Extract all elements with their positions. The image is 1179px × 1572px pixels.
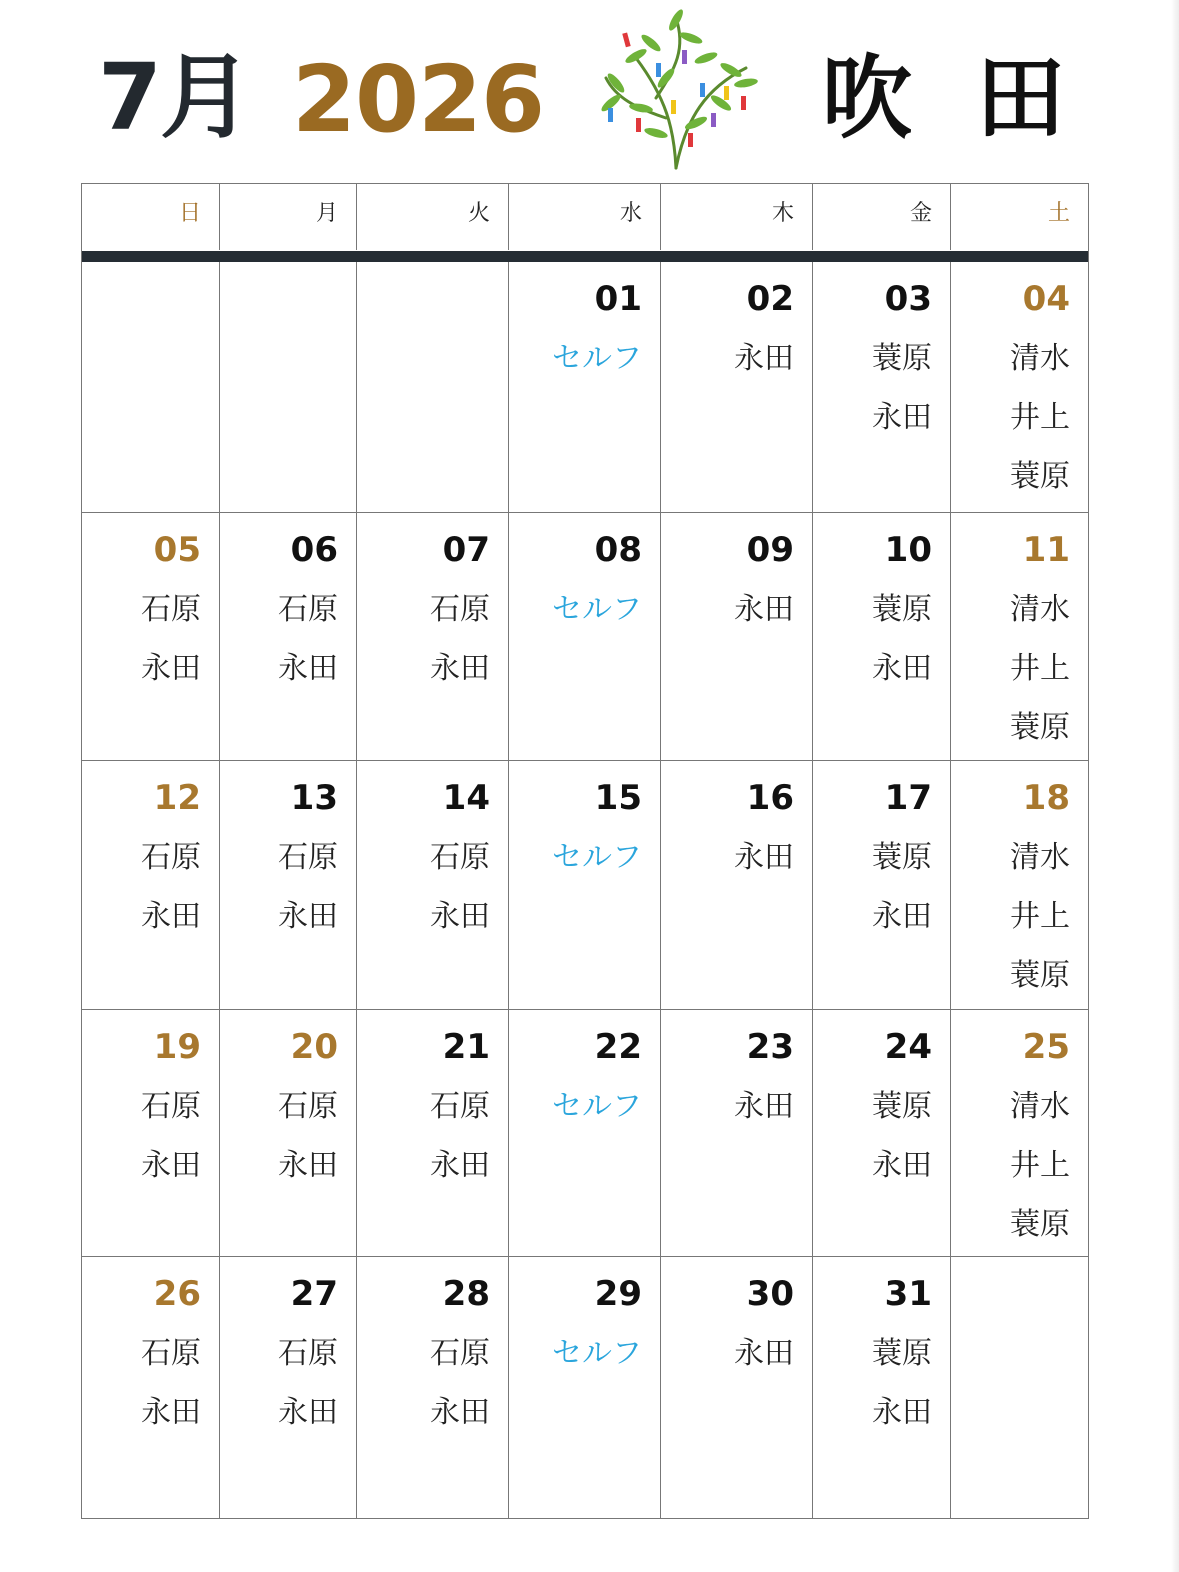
staff-name: 永田: [141, 1395, 201, 1430]
day-number: 29: [594, 1274, 642, 1314]
staff-list: [552, 341, 642, 403]
staff-name: 永田: [872, 1148, 932, 1183]
day-number: 12: [153, 778, 201, 818]
staff-list: [430, 1089, 490, 1210]
day-number: 17: [884, 778, 932, 818]
staff-name: 永田: [278, 899, 338, 934]
day-cell: [813, 761, 951, 1010]
staff-list: [552, 840, 642, 902]
day-cell: [220, 1257, 357, 1518]
staff-name: 井上: [1010, 651, 1070, 686]
title-month: 7月: [98, 44, 251, 151]
staff-name: 石原: [278, 840, 338, 875]
staff-list: [872, 1089, 932, 1210]
staff-name: 永田: [278, 1148, 338, 1183]
staff-name: 永田: [430, 899, 490, 934]
staff-list: [552, 1336, 642, 1398]
staff-name: 永田: [141, 651, 201, 686]
staff-name: 蓑原: [872, 1336, 932, 1371]
day-number: 02: [746, 279, 794, 319]
day-number: 21: [442, 1027, 490, 1067]
staff-name: 石原: [278, 592, 338, 627]
staff-list: [430, 592, 490, 713]
day-cell: [220, 761, 357, 1010]
day-cell: [82, 761, 220, 1010]
day-cell: [813, 1010, 951, 1257]
staff-list: [430, 840, 490, 961]
staff-name: 永田: [141, 899, 201, 934]
weekday-fri: 金: [813, 184, 951, 250]
staff-list: [734, 592, 794, 654]
staff-name: 蓑原: [872, 840, 932, 875]
staff-name: 永田: [734, 341, 794, 376]
staff-name: 永田: [872, 899, 932, 934]
staff-name: 永田: [734, 840, 794, 875]
staff-list: [1010, 840, 1070, 1020]
staff-name: 石原: [141, 840, 201, 875]
staff-name: 石原: [278, 1336, 338, 1371]
day-cell: [357, 761, 509, 1010]
staff-list: [872, 592, 932, 713]
staff-list: [552, 1089, 642, 1151]
weekday-sun: 日: [82, 184, 220, 250]
header-divider-bar: [82, 251, 1088, 262]
day-cell: [951, 761, 1088, 1010]
calendar-grid: [81, 183, 1089, 1519]
title-location: 吹 田: [822, 46, 1082, 151]
day-number: 05: [153, 530, 201, 570]
day-number: 27: [290, 1274, 338, 1314]
day-cell: [661, 1257, 813, 1518]
day-number: 13: [290, 778, 338, 818]
staff-name: 蓑原: [1010, 710, 1070, 745]
day-cell: [509, 761, 661, 1010]
day-number: 01: [594, 279, 642, 319]
self-service-label: セルフ: [552, 1089, 642, 1124]
staff-name: 蓑原: [872, 341, 932, 376]
staff-list: [430, 1336, 490, 1457]
staff-name: 清水: [1010, 341, 1070, 376]
day-cell: [509, 513, 661, 761]
staff-list: [278, 1336, 338, 1457]
day-cell: [509, 1010, 661, 1257]
day-cell: [661, 1010, 813, 1257]
staff-name: 永田: [141, 1148, 201, 1183]
day-number: 10: [884, 530, 932, 570]
staff-name: 蓑原: [872, 1089, 932, 1124]
day-cell: [82, 1257, 220, 1518]
tanabata-bamboo-icon: [596, 8, 768, 173]
day-number: 31: [884, 1274, 932, 1314]
staff-list: [141, 1336, 201, 1457]
staff-list: [278, 840, 338, 961]
weekday-header-row: [82, 184, 1088, 250]
day-number: 11: [1022, 530, 1070, 570]
day-cell: [357, 513, 509, 761]
staff-name: 永田: [430, 651, 490, 686]
staff-name: 石原: [430, 592, 490, 627]
calendar-header: [0, 0, 1179, 180]
staff-name: 石原: [430, 840, 490, 875]
day-cell: [951, 262, 1088, 513]
day-number: 26: [153, 1274, 201, 1314]
day-number: 09: [746, 530, 794, 570]
day-number: 25: [1022, 1027, 1070, 1067]
day-cell: [82, 1010, 220, 1257]
staff-name: 清水: [1010, 840, 1070, 875]
empty-day-cell: [357, 262, 509, 513]
day-number: 07: [442, 530, 490, 570]
staff-list: [734, 1089, 794, 1151]
staff-list: [278, 1089, 338, 1210]
day-number: 16: [746, 778, 794, 818]
staff-list: [734, 840, 794, 902]
self-service-label: セルフ: [552, 1336, 642, 1371]
staff-name: 永田: [278, 1395, 338, 1430]
day-cell: [661, 761, 813, 1010]
day-number: 20: [290, 1027, 338, 1067]
staff-name: 清水: [1010, 592, 1070, 627]
weekday-sat: 土: [1047, 201, 1070, 226]
self-service-label: セルフ: [552, 840, 642, 875]
staff-name: 井上: [1010, 899, 1070, 934]
staff-name: 永田: [734, 592, 794, 627]
staff-name: 永田: [430, 1395, 490, 1430]
day-cell: [951, 513, 1088, 761]
self-service-label: セルフ: [552, 341, 642, 376]
day-number: 14: [442, 778, 490, 818]
staff-list: [734, 341, 794, 403]
staff-name: 永田: [872, 1395, 932, 1430]
empty-day-cell: [951, 1257, 1088, 1518]
staff-list: [141, 1089, 201, 1210]
weekday-mon: 月: [220, 184, 357, 250]
staff-name: 永田: [734, 1089, 794, 1124]
day-number: 28: [442, 1274, 490, 1314]
day-cell: [661, 262, 813, 513]
day-number: 08: [594, 530, 642, 570]
day-cell: [220, 1010, 357, 1257]
staff-name: 蓑原: [1010, 459, 1070, 494]
empty-day-cell: [220, 262, 357, 513]
staff-name: 石原: [141, 1336, 201, 1371]
staff-name: 永田: [872, 651, 932, 686]
staff-list: [1010, 1089, 1070, 1269]
staff-list: [552, 592, 642, 654]
day-cell: [357, 1010, 509, 1257]
day-cell: [357, 1257, 509, 1518]
staff-name: 蓑原: [1010, 958, 1070, 993]
staff-name: 永田: [872, 400, 932, 435]
day-cell: [509, 1257, 661, 1518]
day-cell: [220, 513, 357, 761]
day-cell: [82, 513, 220, 761]
staff-name: 清水: [1010, 1089, 1070, 1124]
day-number: 06: [290, 530, 338, 570]
staff-list: [872, 840, 932, 961]
staff-list: [1010, 592, 1070, 772]
staff-name: 石原: [278, 1089, 338, 1124]
title-year: 2026: [292, 46, 545, 153]
staff-name: 永田: [278, 651, 338, 686]
day-number: 23: [746, 1027, 794, 1067]
weekday-tue: 火: [357, 184, 509, 250]
staff-list: [278, 592, 338, 713]
staff-name: 石原: [141, 1089, 201, 1124]
day-cell: [661, 513, 813, 761]
weekday-thu: 木: [661, 184, 813, 250]
day-cell: [813, 1257, 951, 1518]
staff-name: 石原: [141, 592, 201, 627]
day-cell: [509, 262, 661, 513]
staff-name: 永田: [430, 1148, 490, 1183]
page-edge-shadow: [1171, 0, 1179, 1572]
day-number: 18: [1022, 778, 1070, 818]
day-cell: [813, 262, 951, 513]
staff-list: [872, 341, 932, 462]
staff-name: 石原: [430, 1336, 490, 1371]
staff-list: [734, 1336, 794, 1398]
weekday-wed: 水: [509, 184, 661, 250]
staff-name: 井上: [1010, 1148, 1070, 1183]
day-number: 15: [594, 778, 642, 818]
self-service-label: セルフ: [552, 592, 642, 627]
staff-list: [1010, 341, 1070, 521]
day-number: 19: [153, 1027, 201, 1067]
day-number: 03: [884, 279, 932, 319]
staff-list: [141, 592, 201, 713]
day-cell: [951, 1010, 1088, 1257]
staff-name: 永田: [734, 1336, 794, 1371]
staff-name: 蓑原: [872, 592, 932, 627]
day-cell: [813, 513, 951, 761]
staff-name: 蓑原: [1010, 1207, 1070, 1242]
staff-name: 井上: [1010, 400, 1070, 435]
empty-day-cell: [82, 262, 220, 513]
day-number: 22: [594, 1027, 642, 1067]
staff-list: [872, 1336, 932, 1457]
day-number: 30: [746, 1274, 794, 1314]
day-number: 24: [884, 1027, 932, 1067]
day-number: 04: [1022, 279, 1070, 319]
staff-name: 石原: [430, 1089, 490, 1124]
staff-list: [141, 840, 201, 961]
